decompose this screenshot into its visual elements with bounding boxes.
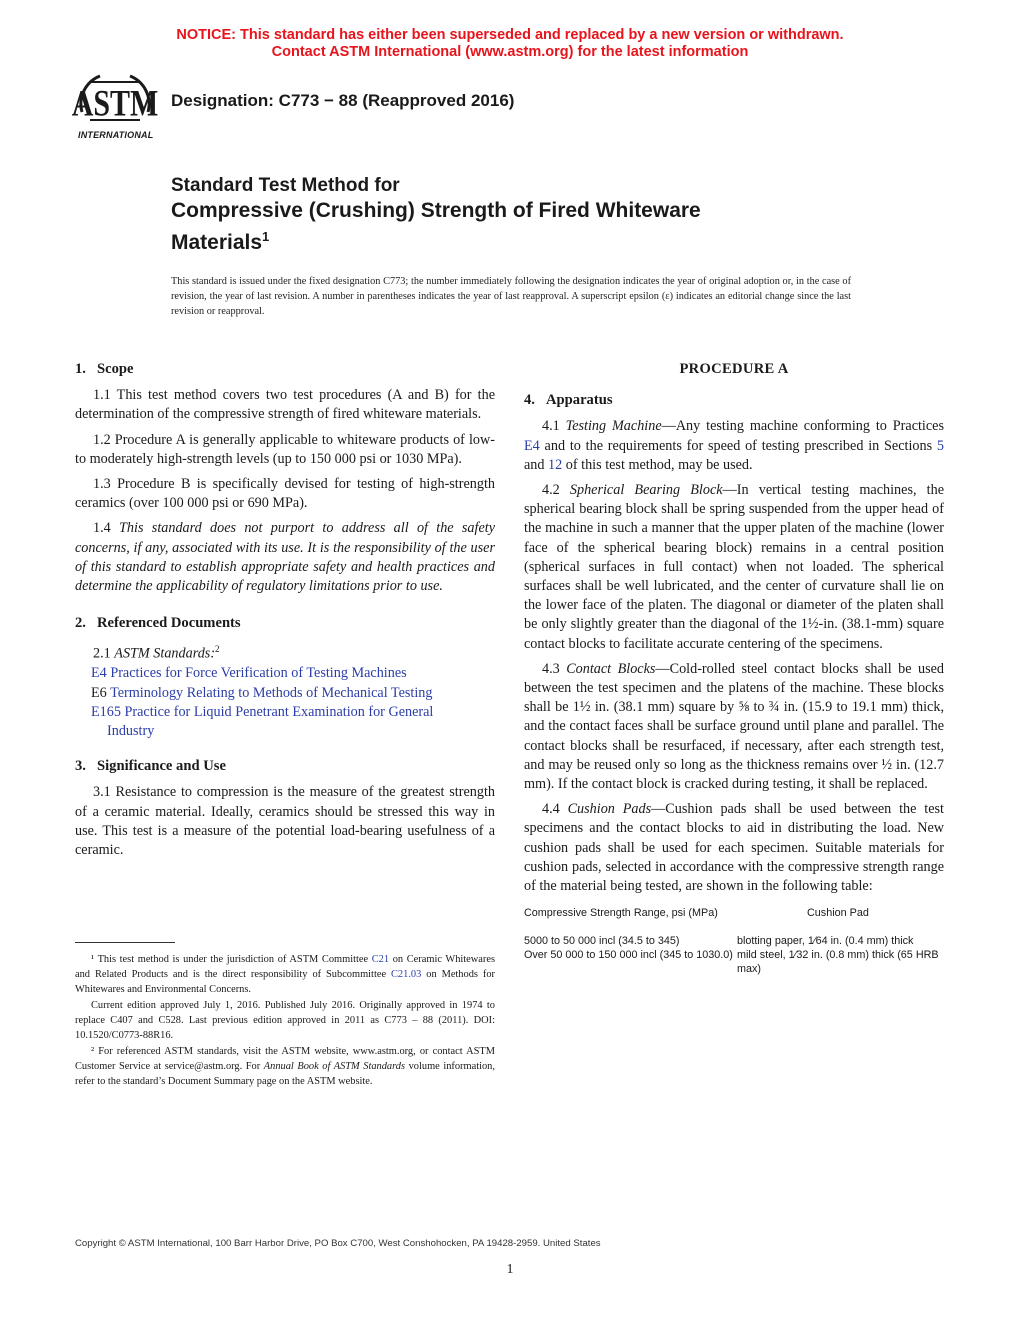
cushion-pad-table [524,906,944,976]
ref-e4[interactable]: E4 Practices for Force Verification of Testing Machines [91,665,407,682]
title-footnote-marker: 1 [262,229,270,244]
table-header [524,906,944,920]
logo-wordmark: INTERNATIONAL [78,130,154,140]
right-column [524,360,944,976]
section-4-heading: 4. Apparatus [524,392,613,409]
astm-logo [72,72,162,144]
ref-e165[interactable]: E165 Practice for Liquid Penetrant Examination for General [91,703,434,720]
designation: Designation: C773 − 88 (Reapproved 2016) [171,91,515,110]
ref-e165-continuation[interactable]: Industry [107,722,155,739]
notice-line-1: NOTICE: This standard has either been superseded and replaced by a new version or withdrawn. [176,27,844,43]
document-title [171,174,891,256]
link-section-12[interactable]: 12 [548,456,563,473]
title-line-2: Compressive (Crushing) Strength of Fired Whiteware [171,199,701,222]
notice-banner [0,27,1020,61]
para-4-1: 4.1 Testing Machine—Any testing machine conforming to Practices E4 and to the requirements for speed of testing prescribed in Sections 5 and 12 of this test method, may be used. [524,418,944,473]
para-3-1: 3.1 Resistance to compression is the measure of the greatest strength of a ceramic material. Ideally, ceramics should be stressed this way in use. This test is a measure of the potential load-bearing usefulness of a ceramic. [75,784,495,858]
table-cell: Over 50 000 to 150 000 incl (345 to 1030.0) [524,949,733,962]
table-row [524,948,944,976]
para-1-1: 1.1 This test method covers two test procedures (A and B) for the determination of the compressive strength of fired whiteware materials. [75,387,495,423]
link-c21-03[interactable]: C21.03 [391,969,422,980]
para-4-4: 4.4 Cushion Pads—Cushion pads shall be used between the test specimens and the contact blocks to aid in distributing the load. New cushion pads shall be used for each specimen. Suitable materials for cushion pads, selected in accordance with the compressive strength range of the material being tested, are shown in the following table: [524,801,944,895]
svg-text:ASTM: ASTM [72,83,159,125]
link-c21[interactable]: C21 [371,954,390,965]
para-1-3: 1.3 Procedure B is specifically devised for testing of high-strength ceramics (over 100 000 psi or 690 MPa). [75,476,495,512]
table-cell: blotting paper, 1⁄64 in. (0.4 mm) thick [737,935,914,948]
section-3-heading: 3. Significance and Use [75,758,226,775]
footnote-1-edition: Current edition approved July 1, 2016. Published July 2016. Originally approved in 1974 to replace C407 and C528. Last previous edition approved in 2011 as C773 – 88 (2011). DOI: 10.1520/C0773-88R16. [75,1000,495,1041]
para-2-1: 2.1 ASTM Standards:$^2$ [93,644,220,663]
table-cell: 5000 to 50 000 incl (34.5 to 345) [524,935,680,948]
table-header-cell: Compressive Strength Range, psi (MPa) [524,907,718,920]
procedure-a-heading: PROCEDURE A [679,361,789,377]
section-2-heading: 2. Referenced Documents [75,615,241,632]
table-row [524,934,944,948]
title-line-3: Materials$^1$ [171,229,270,254]
link-section-5[interactable]: 5 [936,437,944,454]
page-number: 1 [506,1262,514,1277]
issued-note: This standard is issued under the fixed designation C773; the number immediately following the designation indicates the year of original adoption or, in the case of revision, the year of last revision. A number in parentheses indicates the year of last reapproval. A superscript epsilon (ε) indicates an editorial change since the last revision or reapproval. [171,276,851,317]
ref-e6[interactable]: E6 Terminology Relating to Methods of Mechanical Testing [91,684,433,701]
notice-line-2: Contact ASTM International (www.astm.org) for the latest information [271,44,749,60]
left-column [75,360,495,866]
table-header-cell: Cushion Pad [807,907,869,920]
para-4-3: 4.3 Contact Blocks—Cold-rolled steel contact blocks shall be used between the test specimen and the platens of the machine. These blocks shall be 1½ in. (38.1 mm) square by ⅝ to ¾ in. (15.9 to 19.1 mm) thick, and the contact faces shall be surface ground until plane and parallel. The contact blocks shall be resurfaced, if necessary, after each strength test, and may be reused only so long as the thickness remains over ½ in. (12.7 mm). If the contact block is cracked during testing, it shall be replaced. [524,660,945,793]
footnote-1: ¹ This test method is under the jurisdiction of ASTM Committee C21 on Ceramic Whitewares and Related Products and is the direct responsibility of Subcommittee C21.03 on Methods for Whitewares and Environmental Concerns. [75,954,496,995]
para-1-2: 1.2 Procedure A is generally applicable to whiteware products of low- to moderately high-strength levels (up to 150 000 psi or 1030 MPa). [75,431,495,467]
para-1-4: 1.4 This standard does not purport to address all of the safety concerns, if any, associated with its use. It is the responsibility of the user of this standard to establish appropriate safety and health practices and determine the applicability of regulatory limitations prior to use. [75,520,495,595]
footnote-2: ² For referenced ASTM standards, visit the ASTM website, www.astm.org, or contact ASTM Customer Service at service@astm.org. For Annual Book of ASTM Standards volume information, refer to the standard’s Document Summary page on the ASTM website. [75,1046,495,1087]
link-e4[interactable]: E4 [524,437,540,454]
title-line-1: Standard Test Method for [171,175,400,196]
copyright: Copyright © ASTM International, 100 Barr Harbor Drive, PO Box C700, West Conshohocken, PA 19428-2959. United States [75,1238,601,1249]
section-1-heading: 1. Scope [75,361,134,377]
footnote-divider [75,942,175,943]
table-cell: mild steel, 1⁄32 in. (0.8 mm) thick (65 HRB max) [737,949,939,976]
footnotes [75,952,495,1090]
para-4-2: 4.2 Spherical Bearing Block—In vertical testing machines, the spherical bearing block shall be spring suspended from the upper head of the machine in such a manner that the upper platen of the machine (lower face of the spherical bearing block) remains in a central position (spherical surfaces in full contact) when not loaded. The spherical surfaces shall be well lubricated, and the center of curvature shall lie on the lower face of the platen. The diagonal or diameter of the platen shall be only slightly greater than the diagonal of the 1½-in. (38.1-mm) square contact blocks to facilitate accurate centering of the specimens. [524,482,944,652]
